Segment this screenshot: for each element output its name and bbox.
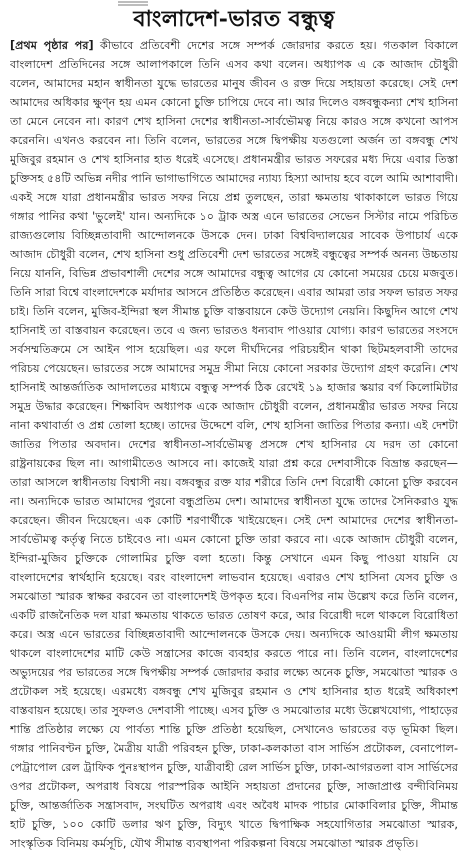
continuation-marker: [প্রথম পৃষ্ঠার পর] bbox=[10, 39, 94, 52]
article-headline: বাংলাদেশ-ভারত বন্ধুত্ব bbox=[133, 6, 335, 32]
article-paragraph bbox=[10, 36, 458, 853]
article-text: কীভাবে প্রতিবেশী দেশের সঙ্গে সম্পর্ক জোরদার করতে হয়। গতকাল বিকালে বাংলাদেশ প্রতিদিনের সঙ্গে আলাপকালে তিনি এসব কথা বলেন। অধ্যাপক এ কে আজাদ চৌধুরী বলেন, আমাদের মহান স্বাধীনতা যুদ্ধে ভারতের মানুষ জীবন ও রক্ত দিয়ে সহায়তা করেছে। সেই দেশ আমাদের অধিকার ক্ষুণ্ন হয় এমন কোনো চুক্তি চাপিয়ে দেবে না। আর দিলেও বঙ্গবন্ধুকন্যা শেখ হাসিনা তা মেনে নেবেন না। কারণ শেখ হাসিনা দেশের স্বাধীনতা-সার্বভৌমত্ব নিয়ে কারও সঙ্গে কখনো আপস করেননি। এখনও করবেন না। তিনি বলেন, ভারতের সঙ্গে দ্বিপক্ষীয় যতগুলো অর্জন তা বঙ্গবন্ধু শেখ মুজিবুর রহমান ও শেখ হাসিনার হাত ধরেই এসেছে। প্রধানমন্ত্রীর ভারত সফরের মধ্য দিয়ে এবার তিস্তা চুক্তিসহ ৫৪টি অভিন্ন নদীর পানি ভাগাভাগিতে আমাদের ন্যায্য হিস্যা আদায় হবে বলে আমি আশাবাদী। একই সঙ্গে যারা প্রধানমন্ত্রীর ভারত সফর নিয়ে প্রশ্ন তুলছেন, তারা ক্ষমতায় থাকাকালে ভারত গিয়ে গঙ্গার পানির কথা 'ভুলেই' যান। অন্যদিকে ১০ ট্রাক অস্ত্র এনে ভারতের সেভেন সিস্টার নামে পরিচিত রাজ্যগুলোয় বিচ্ছিন্নতাবাদী আন্দোলনকে উসকে দেন। ঢাকা বিশ্ববিদ্যালয়ের সাবেক উপাচার্য একে আজাদ চৌধুরী বলেন, শেখ হাসিনা শুধু প্রতিবেশী দেশ ভারতের সঙ্গেই বন্ধুত্বের সম্পর্ক অনন্য উচ্চতায় নিয়ে যাননি, বিভিন্ন প্রভাবশালী দেশের সঙ্গে আমাদের বন্ধুত্ব আগের যে কোনো সময়ের চেয়ে মজবুত। তিনি সারা বিশ্বে বাংলাদেশকে মর্যাদার আসনে প্রতিষ্ঠিত করেছেন। এবার আমরা তার সফল ভারত সফর চাই। তিনি বলেন, মুজিব-ইন্দিরা স্থল সীমান্ত চুক্তি বাস্তবায়নে কেউ উদ্যোগ নেয়নি। কিছুদিন আগে শেখ হাসিনাই তা বাস্তবায়ন করেছেন। তবে এ জন্য ভারতও ধন্যবাদ পাওয়ার যোগ্য। কারণ ভারতের সংসদে সর্বসম্মতিক্রমে সে আইন পাস হয়েছিল। এর ফলে দীর্ঘদিনের পরিচয়হীন থাকা ছিটমহলবাসী তাদের পরিচয় পেয়েছেন। ভারতের সঙ্গে আমাদের সমুদ্র সীমা নিয়ে কোনো সরকার উদ্যোগ গ্রহণ করেনি। শেখ হাসিনাই আন্তর্জাতিক আদালতের মাধ্যমে বন্ধুত্ব সম্পর্ক ঠিক রেখেই ১৯ হাজার স্কয়ার বর্গ কিলোমিটার সমুদ্র উদ্ধার করেছেন। শিক্ষাবিদ অধ্যাপক একে আজাদ চৌধুরী বলেন, প্রধানমন্ত্রীর ভারত সফর নিয়ে নানা কথাবার্তা ও প্রশ্ন তোলা হচ্ছে। তাদের উদ্দেশে বলি, শেখ হাসিনা জাতির পিতার কন্যা। এই দেশটা জাতির পিতার অবদান। দেশের স্বাধীনতা-সার্বভৌমত্ব প্রসঙ্গে শেখ হাসিনার যে দরদ তা কোনো রাষ্ট্রনায়কের ছিল না। আগামীতেও আসবে না। কাজেই যারা প্রশ্ন করে দেশবাসীকে বিভ্রান্ত করছেন—তারা আসলে স্বাধীনতায় বিশ্বাসী নয়। বঙ্গবন্ধুর রক্ত যার শরীরে তিনি দেশ বিরোধী কোনো চুক্তি করবেন না। অন্যদিকে ভারত আমাদের পুরনো বন্ধুপ্রতিম দেশ। আমাদের স্বাধীনতা যুদ্ধে তাদের সৈনিকরাও যুদ্ধ করেছেন। জীবন দিয়েছেন। এক কোটি শরণার্থীকে খাইয়েছেন। সেই দেশ আমাদের দেশের স্বাধীনতা-সার্বভৌমত্ব কর্তৃত্ব নিতে চাইবেও না। এমন কোনো চুক্তি তারা করবে না। একে আজাদ চৌধুরী বলেন, ইন্দিরা-মুজিব চুক্তিকে গোলামির চুক্তি বলা হতো। কিন্তু সেখানে এমন কিছু পাওয়া যায়নি যে বাংলাদেশের স্বার্থহানি হয়েছে। বরং বাংলাদেশ লাভবান হয়েছে। এবারও শেখ হাসিনা যেসব চুক্তি ও সমঝোতা স্মারক স্বাক্ষর করবেন তা বাংলাদেশই উপকৃত হবে। বিএনপির নাম উল্লেখ করে তিনি বলেন, একটি রাজনৈতিক দল যারা ক্ষমতায় থাকতে ভারত তোষণ করে, আর বিরোধী দলে থাকলে বিরোধিতা করে। অস্ত্র এনে ভারতের বিচ্ছিন্নতাবাদী আন্দোলনকে উসকে দেয়। অন্যদিকে আওয়ামী লীগ ক্ষমতায় থাকলে বাংলাদেশের মাটি কেউ সন্ত্রাসের কাজে ব্যবহার করতে পারে না। তিনি বলেন, বাংলাদেশের অভ্যুদয়ের পর ভারতের সঙ্গে দ্বিপক্ষীয় সম্পর্ক জোরদার করার লক্ষ্যে অনেক চুক্তি, সমঝোতা স্মারক ও প্রটোকল সই হয়েছে। এরমধ্যে বঙ্গবন্ধু শেখ মুজিবুর রহমান ও শেখ হাসিনার হাত ধরেই অধিকাংশ বাস্তবায়ন হয়েছে। তার সুফলও দেশবাসী পাচ্ছে। এসব চুক্তি ও সমঝোতার মধ্যে উল্লেখযোগ্য, পাহাড়ের শান্তি প্রতিষ্ঠার লক্ষ্যে যে পার্বত্য শান্তি চুক্তি প্রতিষ্ঠা হয়েছিল, সেখানেও ভারতের বড় ভূমিকা ছিল। গঙ্গার পানিবণ্টন চুক্তি, মৈত্রীয় যাত্রী পরিবহন চুক্তি, ঢাকা-কলকাতা বাস সার্ভিস প্রটোকল, বেনাপোল-পেট্রাপোল রেল ট্রাফিক পুনঃস্থাপন চুক্তি, যাত্রীবাহী রেল সার্ভিস চুক্তি, ঢাকা-আগরতলা বাস সার্ভিসের ওপর প্রটোকল, অপরাধ বিষয়ে পারস্পরিক আইনি সহায়তা প্রদানের চুক্তি, সাজাপ্রাপ্ত বন্দীবিনিময় চুক্তি, আন্তর্জাতিক সন্ত্রাসবাদ, সংঘটিত অপরাধ এবং অবৈধ মাদক পাচার মোকাবিলার চুক্তি, সীমান্ত হাট চুক্তি, ১০০ কোটি ডলার ঋণ চুক্তি, বিদ্যুৎ খাতে দ্বিপাক্ষিক সহযোগিতার সমঝোতা স্মারক, সাংস্কৃতিক বিনিময় কর্মসূচি, যৌথ সীমান্ত ব্যবস্থাপনা পরিকল্পনা বিষয়ে সমঝোতা স্মারক প্রভৃতি। bbox=[10, 39, 458, 850]
article-body bbox=[10, 36, 458, 856]
